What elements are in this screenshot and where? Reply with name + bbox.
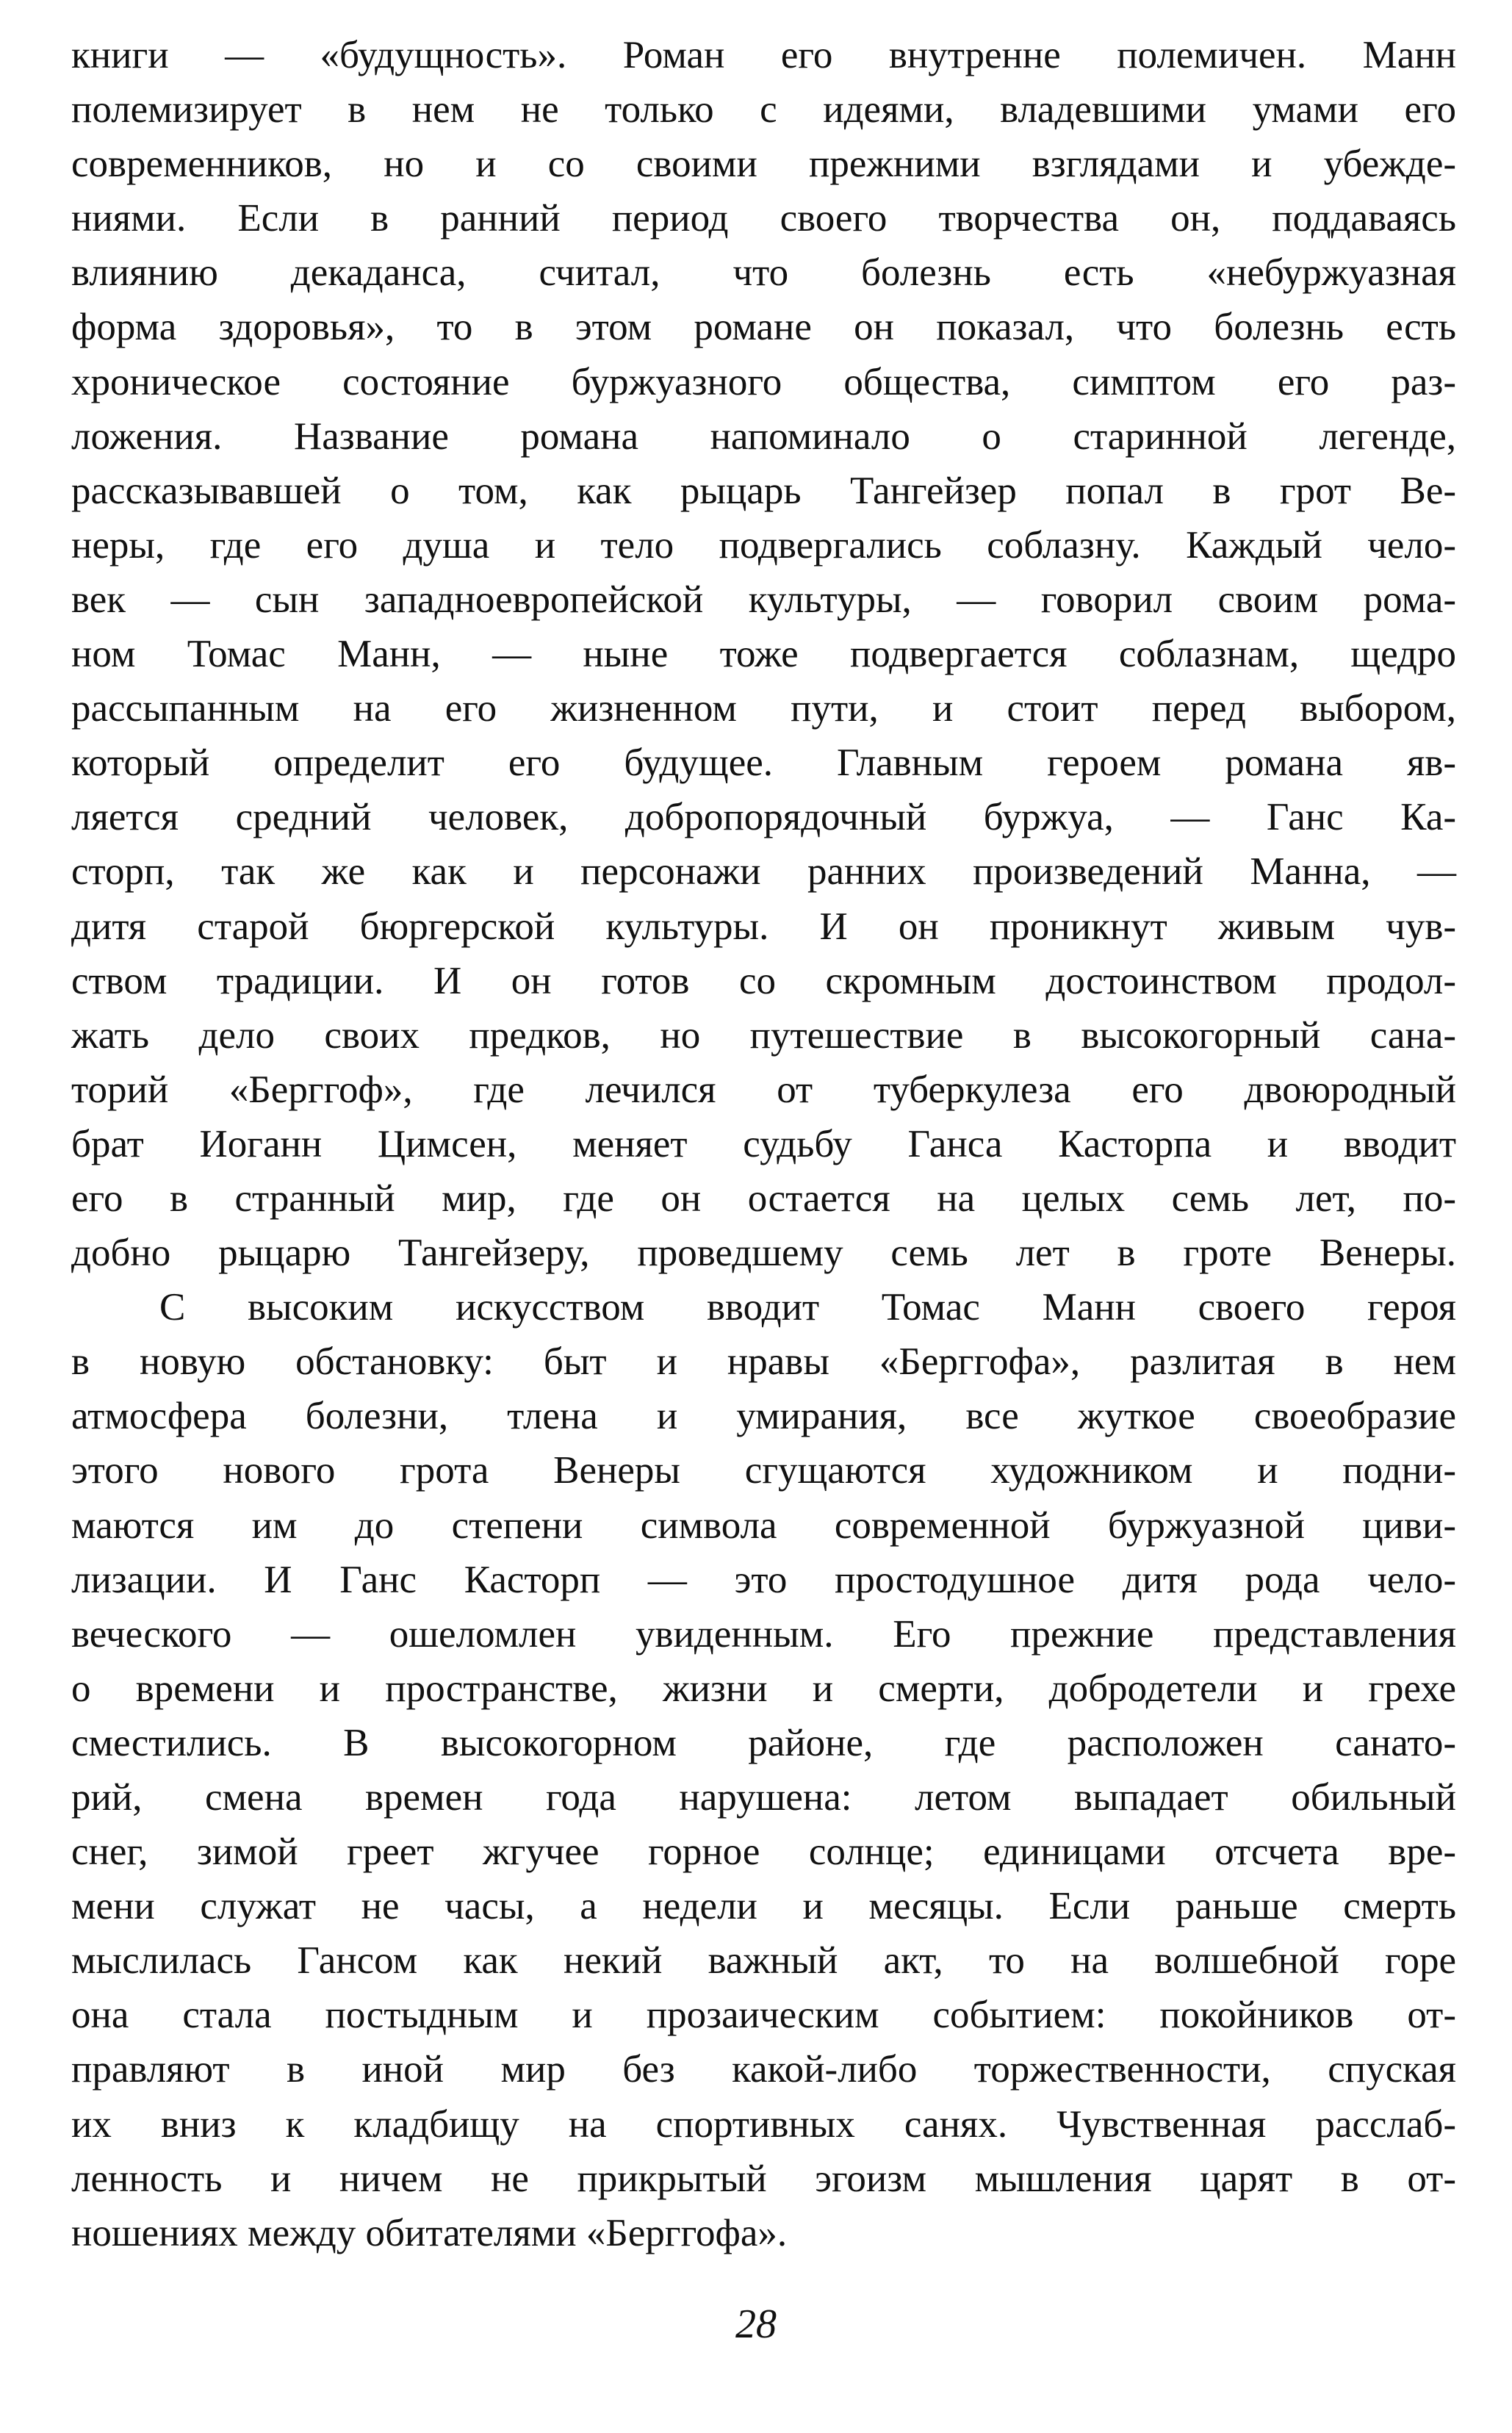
text-line: жать дело своих предков, но путешествие в высокогорный сана- bbox=[71, 1013, 1456, 1057]
text-line: веческого — ошеломлен увиденным. Его прежние представления bbox=[71, 1612, 1456, 1656]
text-line: ством традиции. И он готов со скромным достоинством продол- bbox=[71, 959, 1456, 1002]
text-line: С высоким искусством вводит Томас Манн своего героя bbox=[159, 1286, 1456, 1329]
paragraph-1 bbox=[71, 28, 1456, 1280]
text-line: лизации. И Ганс Касторп — это простодушное дитя рода чело- bbox=[71, 1558, 1456, 1601]
text-line: рассыпанным на его жизненном пути, и стоит перед выбором, bbox=[71, 687, 1456, 730]
text-line: ляется средний человек, добропорядочный буржуа, — Ганс Ка- bbox=[71, 796, 1456, 839]
text-line: брат Иоганн Цимсен, меняет судьбу Ганса Касторпа и вводит bbox=[71, 1122, 1456, 1165]
text-line: мени служат не часы, а недели и месяцы. Если раньше смерть bbox=[71, 1885, 1456, 1928]
text-line: форма здоровья», то в этом романе он показал, что болезнь есть bbox=[71, 306, 1456, 349]
text-line: ложения. Название романа напоминало о старинной легенде, bbox=[71, 414, 1456, 458]
text-line: рассказывавшей о том, как рыцарь Тангейзер попал в грот Ве- bbox=[71, 469, 1456, 512]
text-line: ниями. Если в ранний период своего творчества он, поддаваясь bbox=[71, 197, 1456, 240]
text-line: о времени и пространстве, жизни и смерти, добродетели и грехе bbox=[71, 1667, 1456, 1710]
text-line: этого нового грота Венеры сгущаются художником и подни- bbox=[71, 1449, 1456, 1492]
text-line: дитя старой бюргерской культуры. И он проникнут живым чув- bbox=[71, 905, 1456, 948]
text-line: его в странный мир, где он остается на целых семь лет, по- bbox=[71, 1176, 1456, 1220]
text-line: добно рыцарю Тангейзеру, проведшему семь лет в гроте Венеры. bbox=[71, 1232, 1456, 1275]
text-line: книги — «будущность». Роман его внутренне полемичен. Манн bbox=[71, 34, 1456, 76]
text-line: влиянию декаданса, считал, что болезнь есть «небуржуазная bbox=[71, 251, 1456, 295]
text-line: век — сын западноевропейской культуры, — говорил своим рома- bbox=[71, 578, 1456, 621]
text-line: атмосфера болезни, тлена и умирания, все жуткое своеобразие bbox=[71, 1395, 1456, 1438]
page-number: 28 bbox=[735, 2301, 777, 2347]
page-body bbox=[71, 28, 1456, 2260]
text-line: рий, смена времен года нарушена: летом выпадает обильный bbox=[71, 1776, 1456, 1819]
text-line: неры, где его душа и тело подвергались соблазну. Каждый чело- bbox=[71, 523, 1456, 567]
text-line: мыслилась Гансом как некий важный акт, то на волшебной горе bbox=[71, 1939, 1456, 1983]
text-line: сместились. В высокогорном районе, где расположен санато- bbox=[71, 1721, 1456, 1764]
text-line: маются им до степени символа современной буржуазной циви- bbox=[71, 1503, 1456, 1547]
text-line: ленность и ничем не прикрытый эгоизм мышления царят в от- bbox=[71, 2157, 1456, 2200]
text-line: хроническое состояние буржуазного общества, симптом его раз- bbox=[71, 360, 1456, 403]
text-line: ном Томас Манн, — ныне тоже подвергается соблазнам, щедро bbox=[71, 633, 1456, 676]
paragraph-2 bbox=[71, 1280, 1456, 2260]
text-line: современников, но и со своими прежними взглядами и убежде- bbox=[71, 143, 1456, 186]
text-line: правляют в иной мир без какой-либо торжественности, спуская bbox=[71, 2048, 1456, 2091]
text-line: торий «Берггоф», где лечился от туберкулеза его двоюродный bbox=[71, 1068, 1456, 1111]
text-line: их вниз к кладбищу на спортивных санях. Чувственная расслаб- bbox=[71, 2102, 1456, 2146]
text-line: снег, зимой греет жгучее горное солнце; единицами отсчета вре- bbox=[71, 1830, 1456, 1874]
text-line: в новую обстановку: быт и нравы «Берггофа», разлитая в нем bbox=[71, 1340, 1456, 1384]
text-line: ношениях между обитателями «Берггофа». bbox=[71, 2211, 788, 2254]
text-line: который определит его будущее. Главным героем романа яв- bbox=[71, 741, 1456, 785]
text-line: полемизирует в нем не только с идеями, владевшими умами его bbox=[71, 88, 1456, 132]
text-line: сторп, так же как и персонажи ранних произведений Манна, — bbox=[71, 850, 1456, 894]
text-line: она стала постыдным и прозаическим событием: покойников от- bbox=[71, 1994, 1456, 2037]
